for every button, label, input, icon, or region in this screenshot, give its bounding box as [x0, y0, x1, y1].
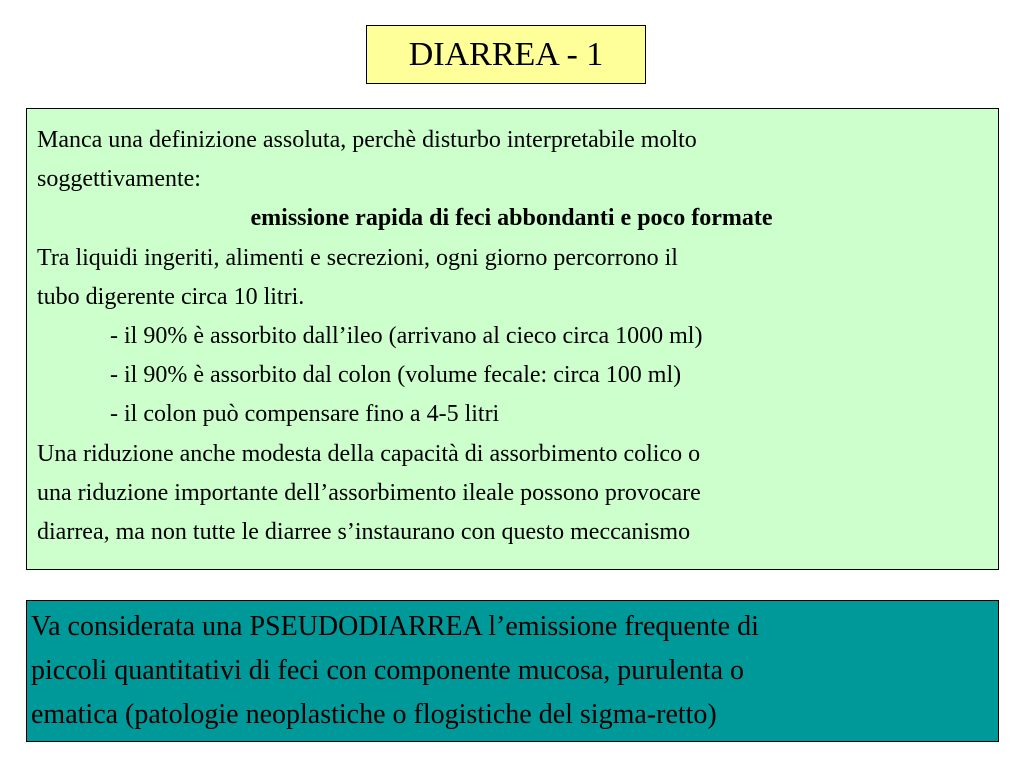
pseudodiarrhea-box — [26, 600, 999, 742]
definition-line-2: soggettivamente: — [37, 166, 201, 193]
pseudodiarrhea-line-3: ematica (patologie neoplastiche o flogistiche del sigma-retto) — [31, 699, 717, 730]
definition-highlight: emissione rapida di feci abbondanti e poco formate — [250, 205, 773, 232]
pseudodiarrhea-line-2: piccoli quantitativi di feci con componente mucosa, purulenta o — [31, 655, 745, 686]
definition-line-11: diarrea, ma non tutte le diarree s’instaurano con questo meccanismo — [37, 519, 691, 546]
bullet-colon-compensation: - il colon può compensare fino a 4-5 litri — [110, 401, 500, 428]
bullet-ileum: - il 90% è assorbito dall’ileo (arrivano al cieco circa 1000 ml) — [110, 323, 703, 350]
pseudodiarrhea-line-1: Va considerata una PSEUDODIARREA l’emissione frequente di — [31, 611, 759, 642]
definition-line-4: Tra liquidi ingeriti, alimenti e secrezioni, ogni giorno percorrono il — [37, 244, 678, 271]
definition-line-5: tubo digerente circa 10 litri. — [37, 283, 305, 310]
definition-box — [26, 108, 999, 570]
definition-line-1: Manca una definizione assoluta, perchè disturbo interpretabile molto — [37, 127, 697, 153]
slide-title: DIARREA - 1 — [408, 35, 604, 73]
bullet-colon: - il 90% è assorbito dal colon (volume fecale: circa 100 ml) — [110, 362, 682, 389]
slide-title-box — [366, 25, 646, 84]
definition-line-9: Una riduzione anche modesta della capacità di assorbimento colico o — [37, 440, 701, 467]
definition-line-10: una riduzione importante dell’assorbimento ileale possono provocare — [37, 479, 701, 506]
